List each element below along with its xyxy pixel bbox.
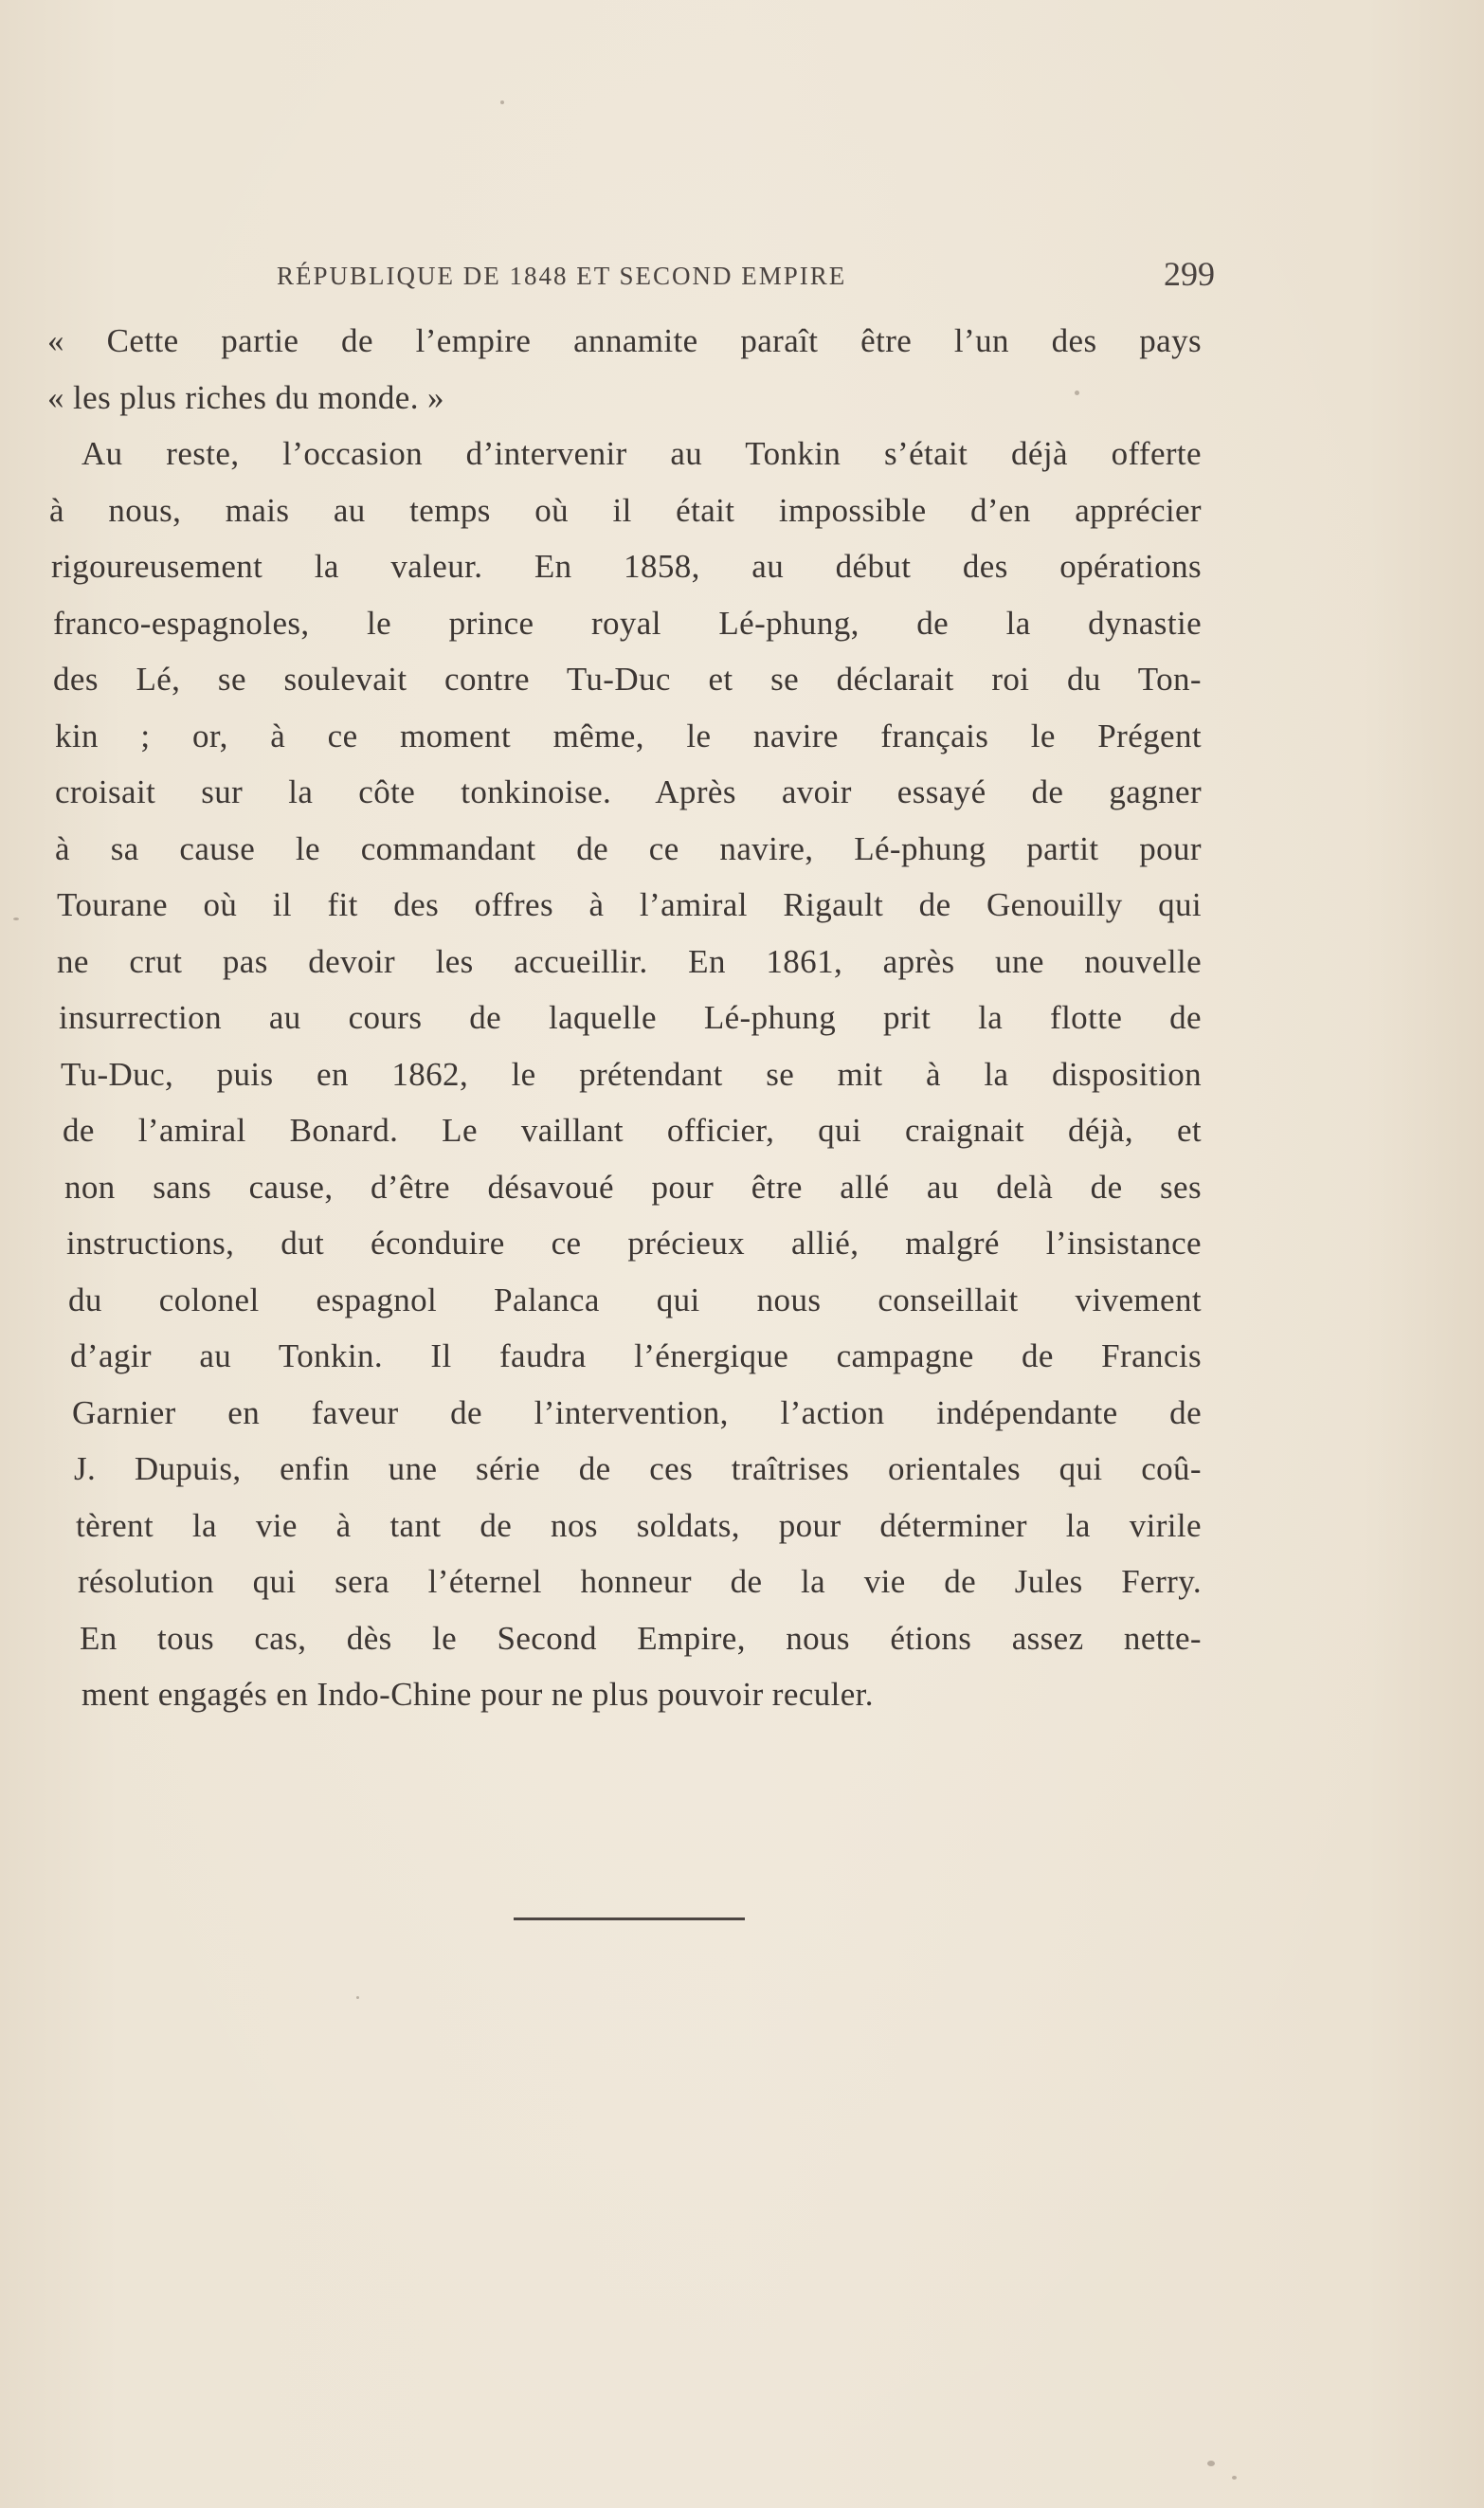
text-line: résolution qui sera l’éternel honneur de la vie de Jules Ferry. xyxy=(78,1563,1202,1600)
text-line: Tourane où il fit des offres à l’amiral Rigault de Genouilly qui xyxy=(57,886,1202,923)
text-line: Tu-Duc, puis en 1862, le prétendant se mit à la disposition xyxy=(61,1055,1202,1093)
text-line: franco-espagnoles, le prince royal Lé-phung, de la dynastie xyxy=(53,604,1202,642)
end-rule xyxy=(514,1917,745,1920)
text-line: à sa cause le commandant de ce navire, Lé-phung partit pour xyxy=(55,829,1202,867)
text-line: croisait sur la côte tonkinoise. Après avoir essayé de gagner xyxy=(55,773,1202,810)
text-line: d’agir au Tonkin. Il faudra l’énergique campagne de Francis xyxy=(70,1337,1202,1374)
page-number: 299 xyxy=(1164,255,1215,293)
body-text xyxy=(47,313,1202,1723)
paper-speck xyxy=(500,100,504,104)
paper-speck xyxy=(1207,2461,1215,2466)
text-line: kin ; or, à ce moment même, le navire français le Prégent xyxy=(55,717,1202,754)
text-line: insurrection au cours de laquelle Lé-phung prit la flotte de xyxy=(59,999,1202,1036)
running-head-title: RÉPUBLIQUE DE 1848 ET SECOND EMPIRE xyxy=(277,262,847,290)
text-line: Garnier en faveur de l’intervention, l’action indépendante de xyxy=(72,1393,1202,1431)
text-line: de l’amiral Bonard. Le vaillant officier, qui craignait déjà, et xyxy=(63,1112,1202,1149)
text-line: Au reste, l’occasion d’intervenir au Tonkin s’était déjà offerte xyxy=(81,435,1202,472)
text-line: tèrent la vie à tant de nos soldats, pour déterminer la virile xyxy=(76,1506,1202,1544)
paper-speck xyxy=(1075,391,1079,395)
text-line: En tous cas, dès le Second Empire, nous étions assez nette- xyxy=(80,1619,1202,1657)
text-line: J. Dupuis, enfin une série de ces traîtrises orientales qui coû- xyxy=(74,1450,1202,1487)
paper-speck xyxy=(356,1996,359,1999)
paper-speck xyxy=(1232,2476,1237,2480)
text-line: non sans cause, d’être désavoué pour être allé au delà de ses xyxy=(64,1168,1202,1206)
text-line: ment engagés en Indo-Chine pour ne plus pouvoir reculer. xyxy=(81,1676,874,1713)
text-line: des Lé, se soulevait contre Tu-Duc et se déclarait roi du Ton- xyxy=(53,661,1202,698)
text-line: rigoureusement la valeur. En 1858, au début des opérations xyxy=(51,548,1202,585)
text-line: « les plus riches du monde. » xyxy=(47,378,444,416)
text-line: ne crut pas devoir les accueillir. En 1861, après une nouvelle xyxy=(57,942,1202,980)
text-line: instructions, dut éconduire ce précieux allié, malgré l’insistance xyxy=(66,1225,1202,1262)
text-line: du colonel espagnol Palanca qui nous conseillait vivement xyxy=(68,1281,1202,1318)
running-head xyxy=(277,254,1215,311)
paper-speck xyxy=(13,918,19,920)
text-line: à nous, mais au temps où il était impossible d’en apprécier xyxy=(49,491,1202,529)
text-line: « Cette partie de l’empire annamite paraît être l’un des pays xyxy=(47,322,1202,359)
